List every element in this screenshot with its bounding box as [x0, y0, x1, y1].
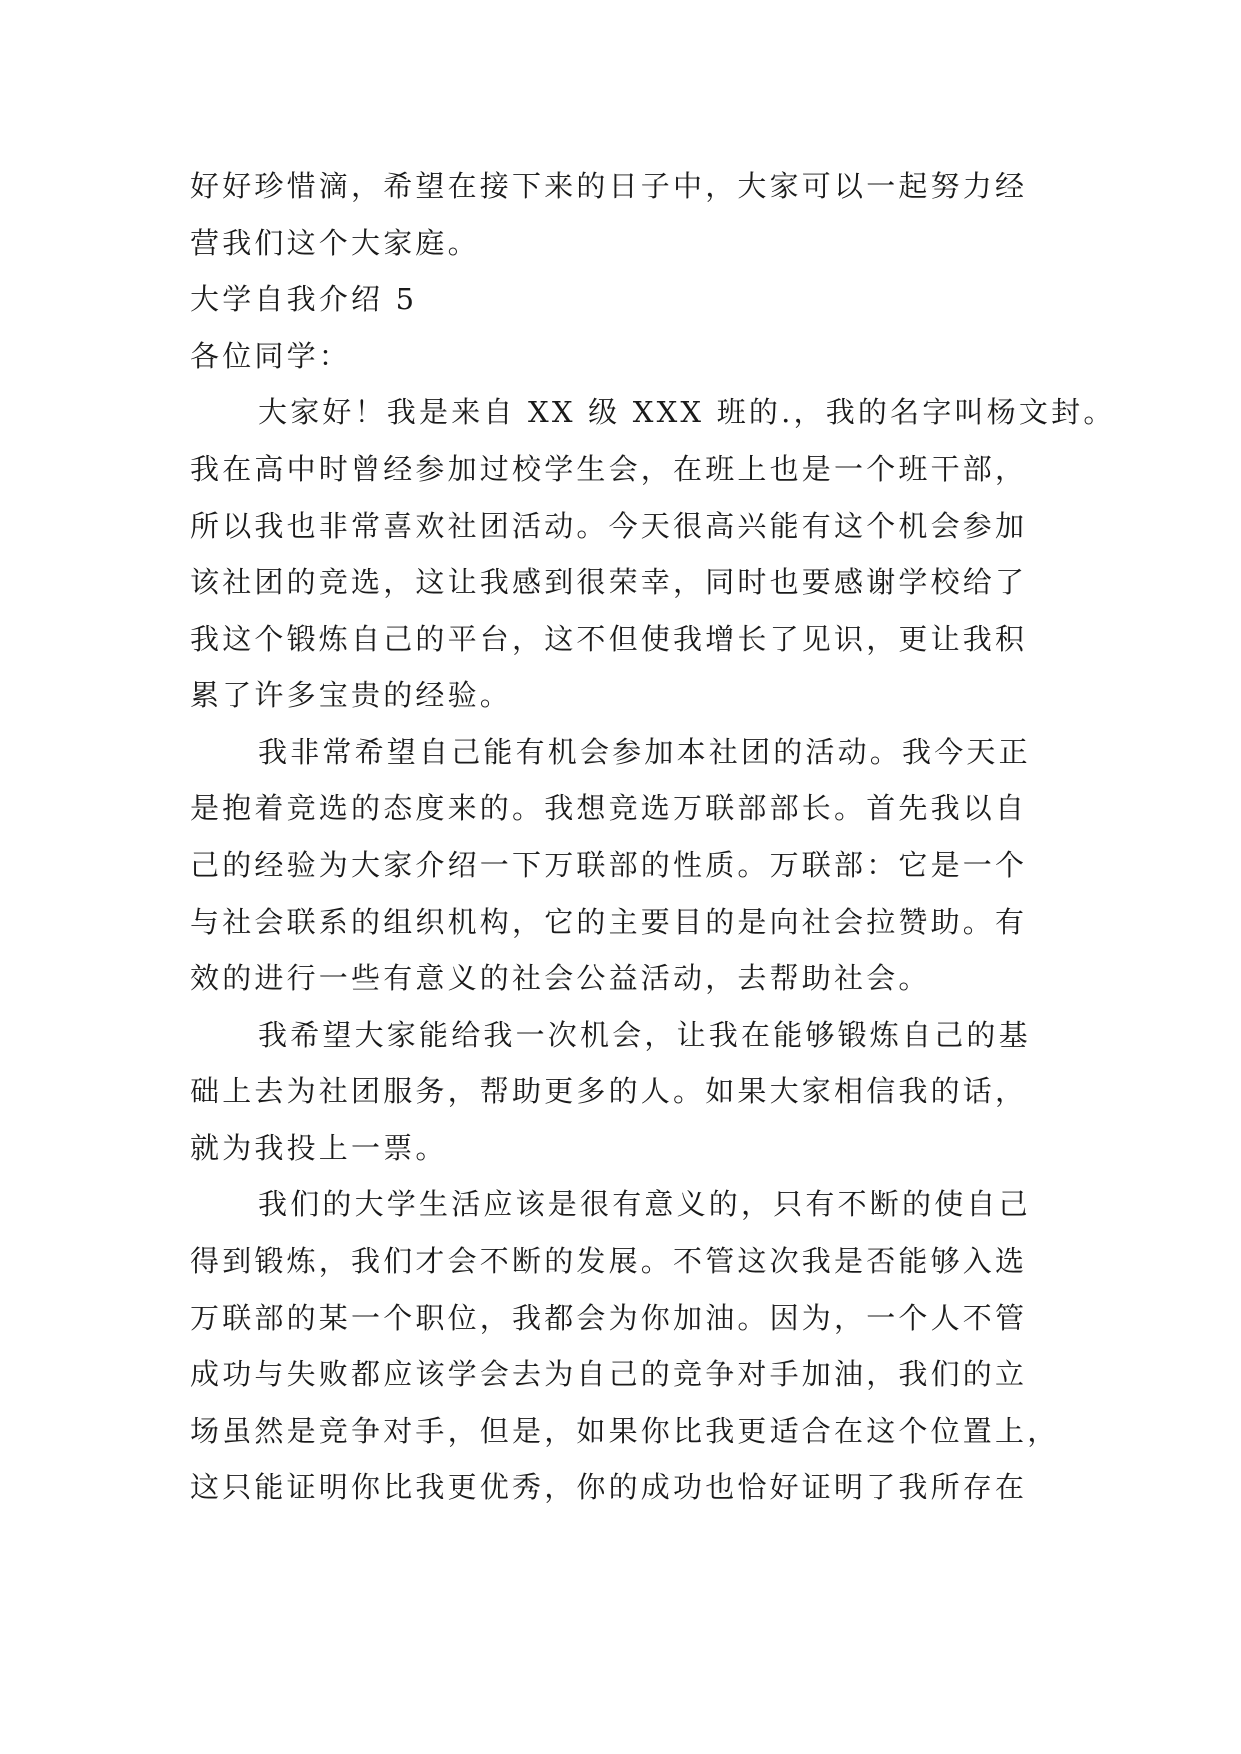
- text-line: 该社团的竞选，这让我感到很荣幸，同时也要感谢学校给了: [190, 565, 1028, 599]
- text-line: 好好珍惜滴，希望在接下来的日子中，大家可以一起努力经: [190, 169, 1028, 203]
- text-line: 万联部的某一个职位，我都会为你加油。因为，一个人不管: [190, 1301, 1028, 1335]
- text-line: 我在高中时曾经参加过校学生会，在班上也是一个班干部，: [190, 452, 1028, 486]
- salutation: 各位同学：: [190, 339, 352, 373]
- text-line: 累了许多宝贵的经验。: [190, 678, 513, 712]
- text-line: 效的进行一些有意义的社会公益活动，去帮助社会。: [190, 961, 931, 995]
- text-line: 就为我投上一票。: [190, 1131, 448, 1165]
- text-line: 我这个锻炼自己的平台，这不但使我增长了见识，更让我积: [190, 622, 1028, 656]
- text-line: 我非常希望自己能有机会参加本社团的活动。我今天正: [258, 735, 1031, 769]
- text-line: 是抱着竞选的态度来的。我想竞选万联部部长。首先我以自: [190, 791, 1028, 825]
- section-heading: 大学自我介绍 5: [190, 282, 418, 316]
- text-line: 础上去为社团服务，帮助更多的人。如果大家相信我的话，: [190, 1074, 1028, 1108]
- text-line: 场虽然是竞争对手，但是，如果你比我更适合在这个位置上，: [190, 1414, 1060, 1448]
- text-line: 大家好！我是来自 XX 级 XXX 班的.，我的名字叫杨文封。: [258, 395, 1116, 429]
- text-line: 得到锻炼，我们才会不断的发展。不管这次我是否能够入选: [190, 1244, 1028, 1278]
- text-line: 己的经验为大家介绍一下万联部的性质。万联部：它是一个: [190, 848, 1028, 882]
- text-line: 我希望大家能给我一次机会，让我在能够锻炼自己的基: [258, 1018, 1031, 1052]
- text-line: 营我们这个大家庭。: [190, 226, 480, 260]
- text-line: 我们的大学生活应该是很有意义的，只有不断的使自己: [258, 1187, 1031, 1221]
- text-line: 所以我也非常喜欢社团活动。今天很高兴能有这个机会参加: [190, 509, 1028, 543]
- text-line: 成功与失败都应该学会去为自己的竞争对手加油，我们的立: [190, 1357, 1028, 1391]
- text-line: 这只能证明你比我更优秀，你的成功也恰好证明了我所存在: [190, 1470, 1028, 1504]
- text-line: 与社会联系的组织机构，它的主要目的是向社会拉赞助。有: [190, 905, 1028, 939]
